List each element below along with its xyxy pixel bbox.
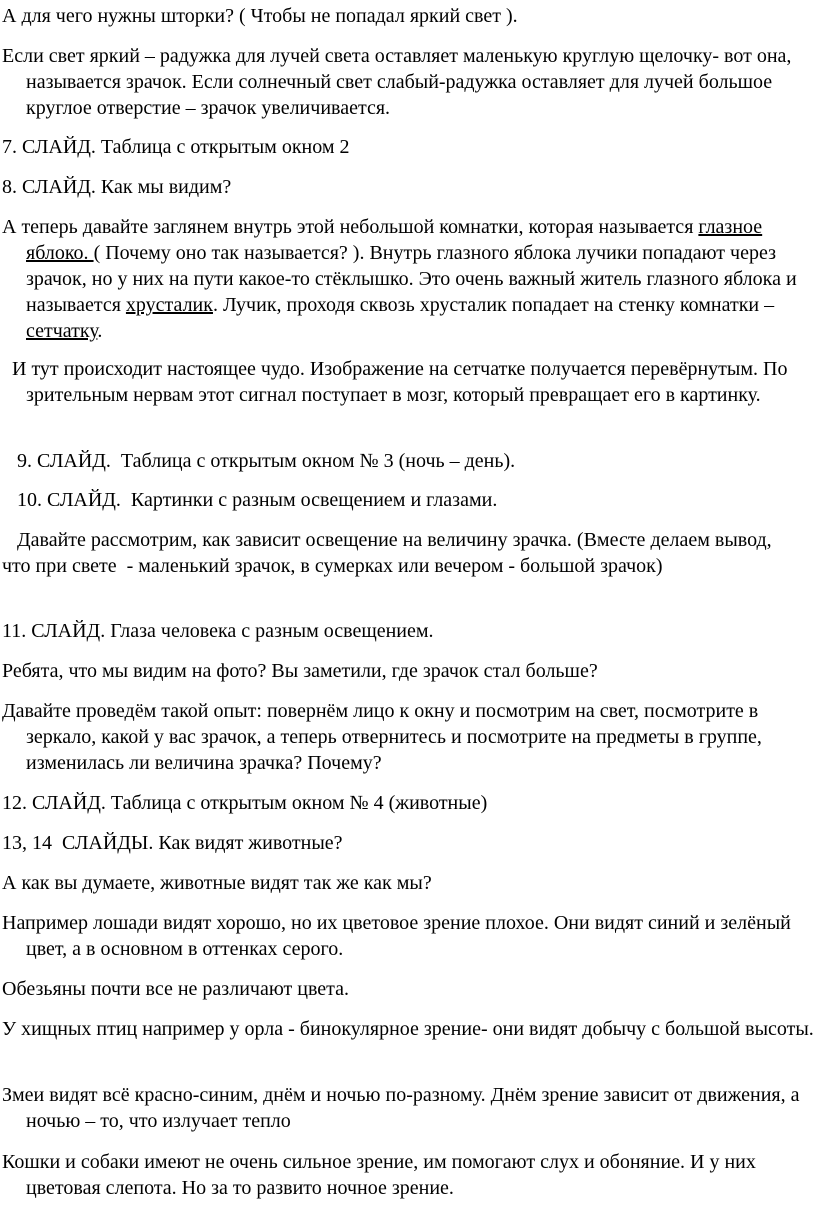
paragraph-miracle: И тут происходит настоящее чудо. Изображение на сетчатке получается перевёрнутым. По зрительным нервам этот сигнал поступает в мозг, который превращает его в картинку. — [2, 358, 793, 406]
retina-term: сетчатку — [26, 320, 98, 342]
paragraph-snakes: Змеи видят всё красно-синим, днём и ночью по-разному. Днём зрение зависит от движения, а ночью – то, что излучает тепло — [2, 1084, 800, 1132]
paragraph-slide-9: 9. СЛАЙД. Таблица с открытым окном № 3 (ночь – день). — [2, 450, 516, 472]
paragraph-slide-10: 10. СЛАЙД. Картинки с разным освещением и глазами. — [2, 489, 498, 511]
eyeball-term: глазное яблоко. — [26, 216, 763, 264]
paragraph-slide-8: 8. СЛАЙД. Как мы видим? — [2, 176, 232, 198]
paragraph-slides-13-14: 13, 14 СЛАЙДЫ. Как видят животные? — [2, 832, 343, 854]
paragraph-curtains-question: А для чего нужны шторки? ( Чтобы не попадал яркий свет ). — [2, 5, 518, 27]
paragraph-slide-12: 12. СЛАЙД. Таблица с открытым окном № 4 (животные) — [2, 792, 488, 814]
eyeball-text-1: А теперь давайте заглянем внутрь этой небольшой комнатки, которая называется — [2, 216, 699, 238]
paragraph-photo-question: Ребята, что мы видим на фото? Вы заметили, где зрачок стал больше? — [2, 660, 598, 682]
paragraph-eyeball — [2, 214, 814, 344]
paragraph-bright-light: Если свет яркий – радужка для лучей света оставляет маленькую круглую щелочку- вот она, называется зрачок. Если солнечный свет слабый-радужка оставляет для лучей большое круглое отверстие – зрачок увеличивается. — [2, 45, 792, 119]
paragraph-cats-dogs: Кошки и собаки имеют не очень сильное зрение, им помогают слух и обоняние. И у них цветовая слепота. Но за то развито ночное зрение. — [2, 1151, 756, 1199]
paragraph-pupil-conclusion: Давайте рассмотрим, как зависит освещение на величину зрачка. (Вместе делаем вывод, что при свете - маленький зрачок, в сумерках или вечером - большой зрачок) — [2, 529, 787, 577]
paragraph-horses: Например лошади видят хорошо, но их цветовое зрение плохое. Они видят синий и зелёный цвет, а в основном в оттенках серого. — [2, 912, 791, 960]
paragraph-slide-11: 11. СЛАЙД. Глаза человека с разным освещением. — [2, 620, 434, 642]
eyeball-text-4: . — [97, 320, 103, 342]
paragraph-animals-question: А как вы думаете, животные видят так же как мы? — [2, 872, 432, 894]
eyeball-text-2: ( Почему оно так называется? ). Внутрь глазного яблока лучики попадают через зрачок, но у них на пути какое-то стёклышко. Это очень важный житель глазного яблока и называется — [26, 242, 797, 316]
paragraph-experiment: Давайте проведём такой опыт: повернём лицо к окну и посмотрим на свет, посмотрите в зеркало, какой у вас зрачок, а теперь отвернитесь и посмотрите на предметы в группе, изменилась ли величина зрачка? Почему? — [2, 700, 762, 774]
paragraph-monkeys: Обезьяны почти все не различают цвета. — [2, 978, 350, 1000]
paragraph-slide-7: 7. СЛАЙД. Таблица с открытым окном 2 — [2, 136, 350, 158]
eyeball-text-3: . Лучик, проходя сквозь хрусталик попадает на стенку комнатки – — [212, 294, 775, 316]
lens-term: хрусталик — [125, 294, 213, 316]
paragraph-birds-of-prey: У хищных птиц например у орла - бинокулярное зрение- они видят добычу с большой высоты. — [2, 1018, 814, 1040]
